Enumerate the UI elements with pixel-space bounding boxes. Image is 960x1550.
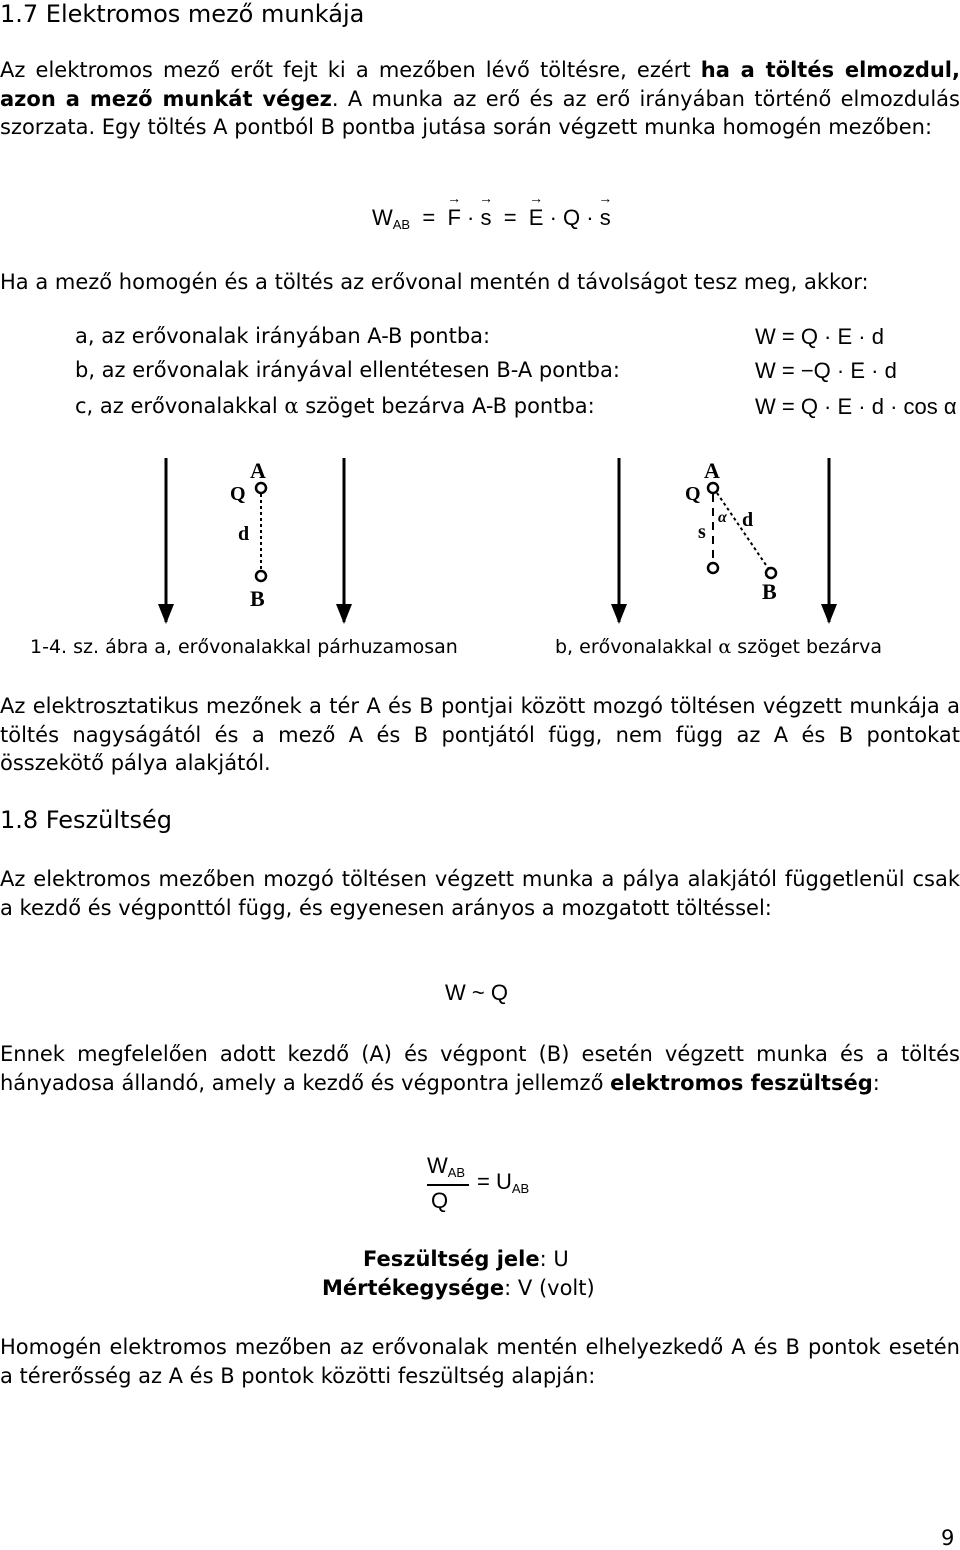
paragraph-work-intro: Az elektromos mező erőt fejt ki a mezőben lévő töltésre, ezért ha a töltés elmozdul, azon a mező munkát végez. A munka az erő és az erő irányában történő elmozdulás szorzata. Egy töltés A pontból B pontba jutása során végzett munka homogén mezőben: [0,58,960,139]
formula-work-vector: $W_{AB}$ = → F · → s = → E · Q · → s [372,205,611,232]
svg-text:d: d [742,509,754,531]
svg-text:A: A [250,458,266,483]
formula-proportional: W ~ Q [445,980,508,1005]
svg-text:s: s [698,521,706,543]
paragraph-homogeneous: Ha a mező homogén és a töltés az erővonal mentén d távolságot tesz meg, akkor: [0,270,869,294]
section-heading-1-8: 1.8 Feszültség [0,806,172,834]
svg-text:α: α [718,509,727,526]
alpha-symbol: α [284,394,299,418]
paragraph-field-strength: Homogén elektromos mezőben az erővonalak mentén elhelyezkedő A és B pontok esetén a térerősség az A és B pontok közötti feszültség alapján: [0,1335,960,1388]
page-number: 9 [941,1526,955,1550]
svg-text:Q: Q [685,483,701,505]
svg-text:B: B [762,579,777,604]
voltage-symbol-line: Feszültség jele: U [363,1247,569,1271]
case-b-formula: W = −Q · E · d [755,358,897,383]
case-b-text: b, az erővonalak irányával ellentétesen B-A pontba: [75,358,620,382]
case-a-formula: W = Q · E · d [755,324,884,349]
svg-text:d: d [238,523,250,545]
paragraph-voltage-intro: Az elektromos mezőben mozgó töltésen végzett munka a pálya alakjától függetlenül csak a kezdő és végponttól függ, és egyenesen arányos a mozgatott töltéssel: [0,867,960,920]
formula-voltage-fraction: $W_{AB}$ Q = $U_{AB}$ [427,1153,530,1213]
point-B-a [256,571,266,581]
fraction-bar [427,1184,469,1186]
section-heading-1-7: 1.7 Elektromos mező munkája [0,0,365,28]
figure-caption-a: 1-4. sz. ábra a, erővonalakkal párhuzamosan [30,636,458,658]
figure-caption-b: b, erővonalakkal α szöget bezárva [555,636,883,658]
point-B-b [766,568,776,578]
svg-text:A: A [704,458,720,483]
emphasis-work-done: ha a töltés elmozdul, azon a mező munkát végez [0,58,960,111]
case-c-formula: W = Q · E · d · cos α [755,394,957,419]
paragraph-voltage-definition: Ennek megfelelően adott kezdő (A) és végpont (B) esetén végzett munka és a töltés hányadosa állandó, amely a kezdő és végpontra jellemző elektromos feszültség: [0,1042,960,1095]
case-a-text: a, az erővonalak irányában A-B pontba: [75,324,491,348]
svg-text:B: B [250,586,265,611]
field-lines-figure [0,452,960,632]
case-c-text: c, az erővonalakkal α szöget bezárva A-B pontba: [75,394,595,418]
paragraph-path-independence: Az elektrosztatikus mezőnek a tér A és B pontjai között mozgó töltésen végzett munkája a töltés nagyságától és a mező A és B pontjától függ, nem függ az A és B pontokat összekötő pálya alakjától. [0,694,960,775]
emphasis-electric-voltage: elektromos feszültség [610,1070,873,1095]
svg-text:Q: Q [230,483,246,505]
point-A-a [256,483,266,493]
voltage-unit-line: Mértékegysége: V (volt) [322,1276,595,1300]
point-A-b [708,483,718,493]
